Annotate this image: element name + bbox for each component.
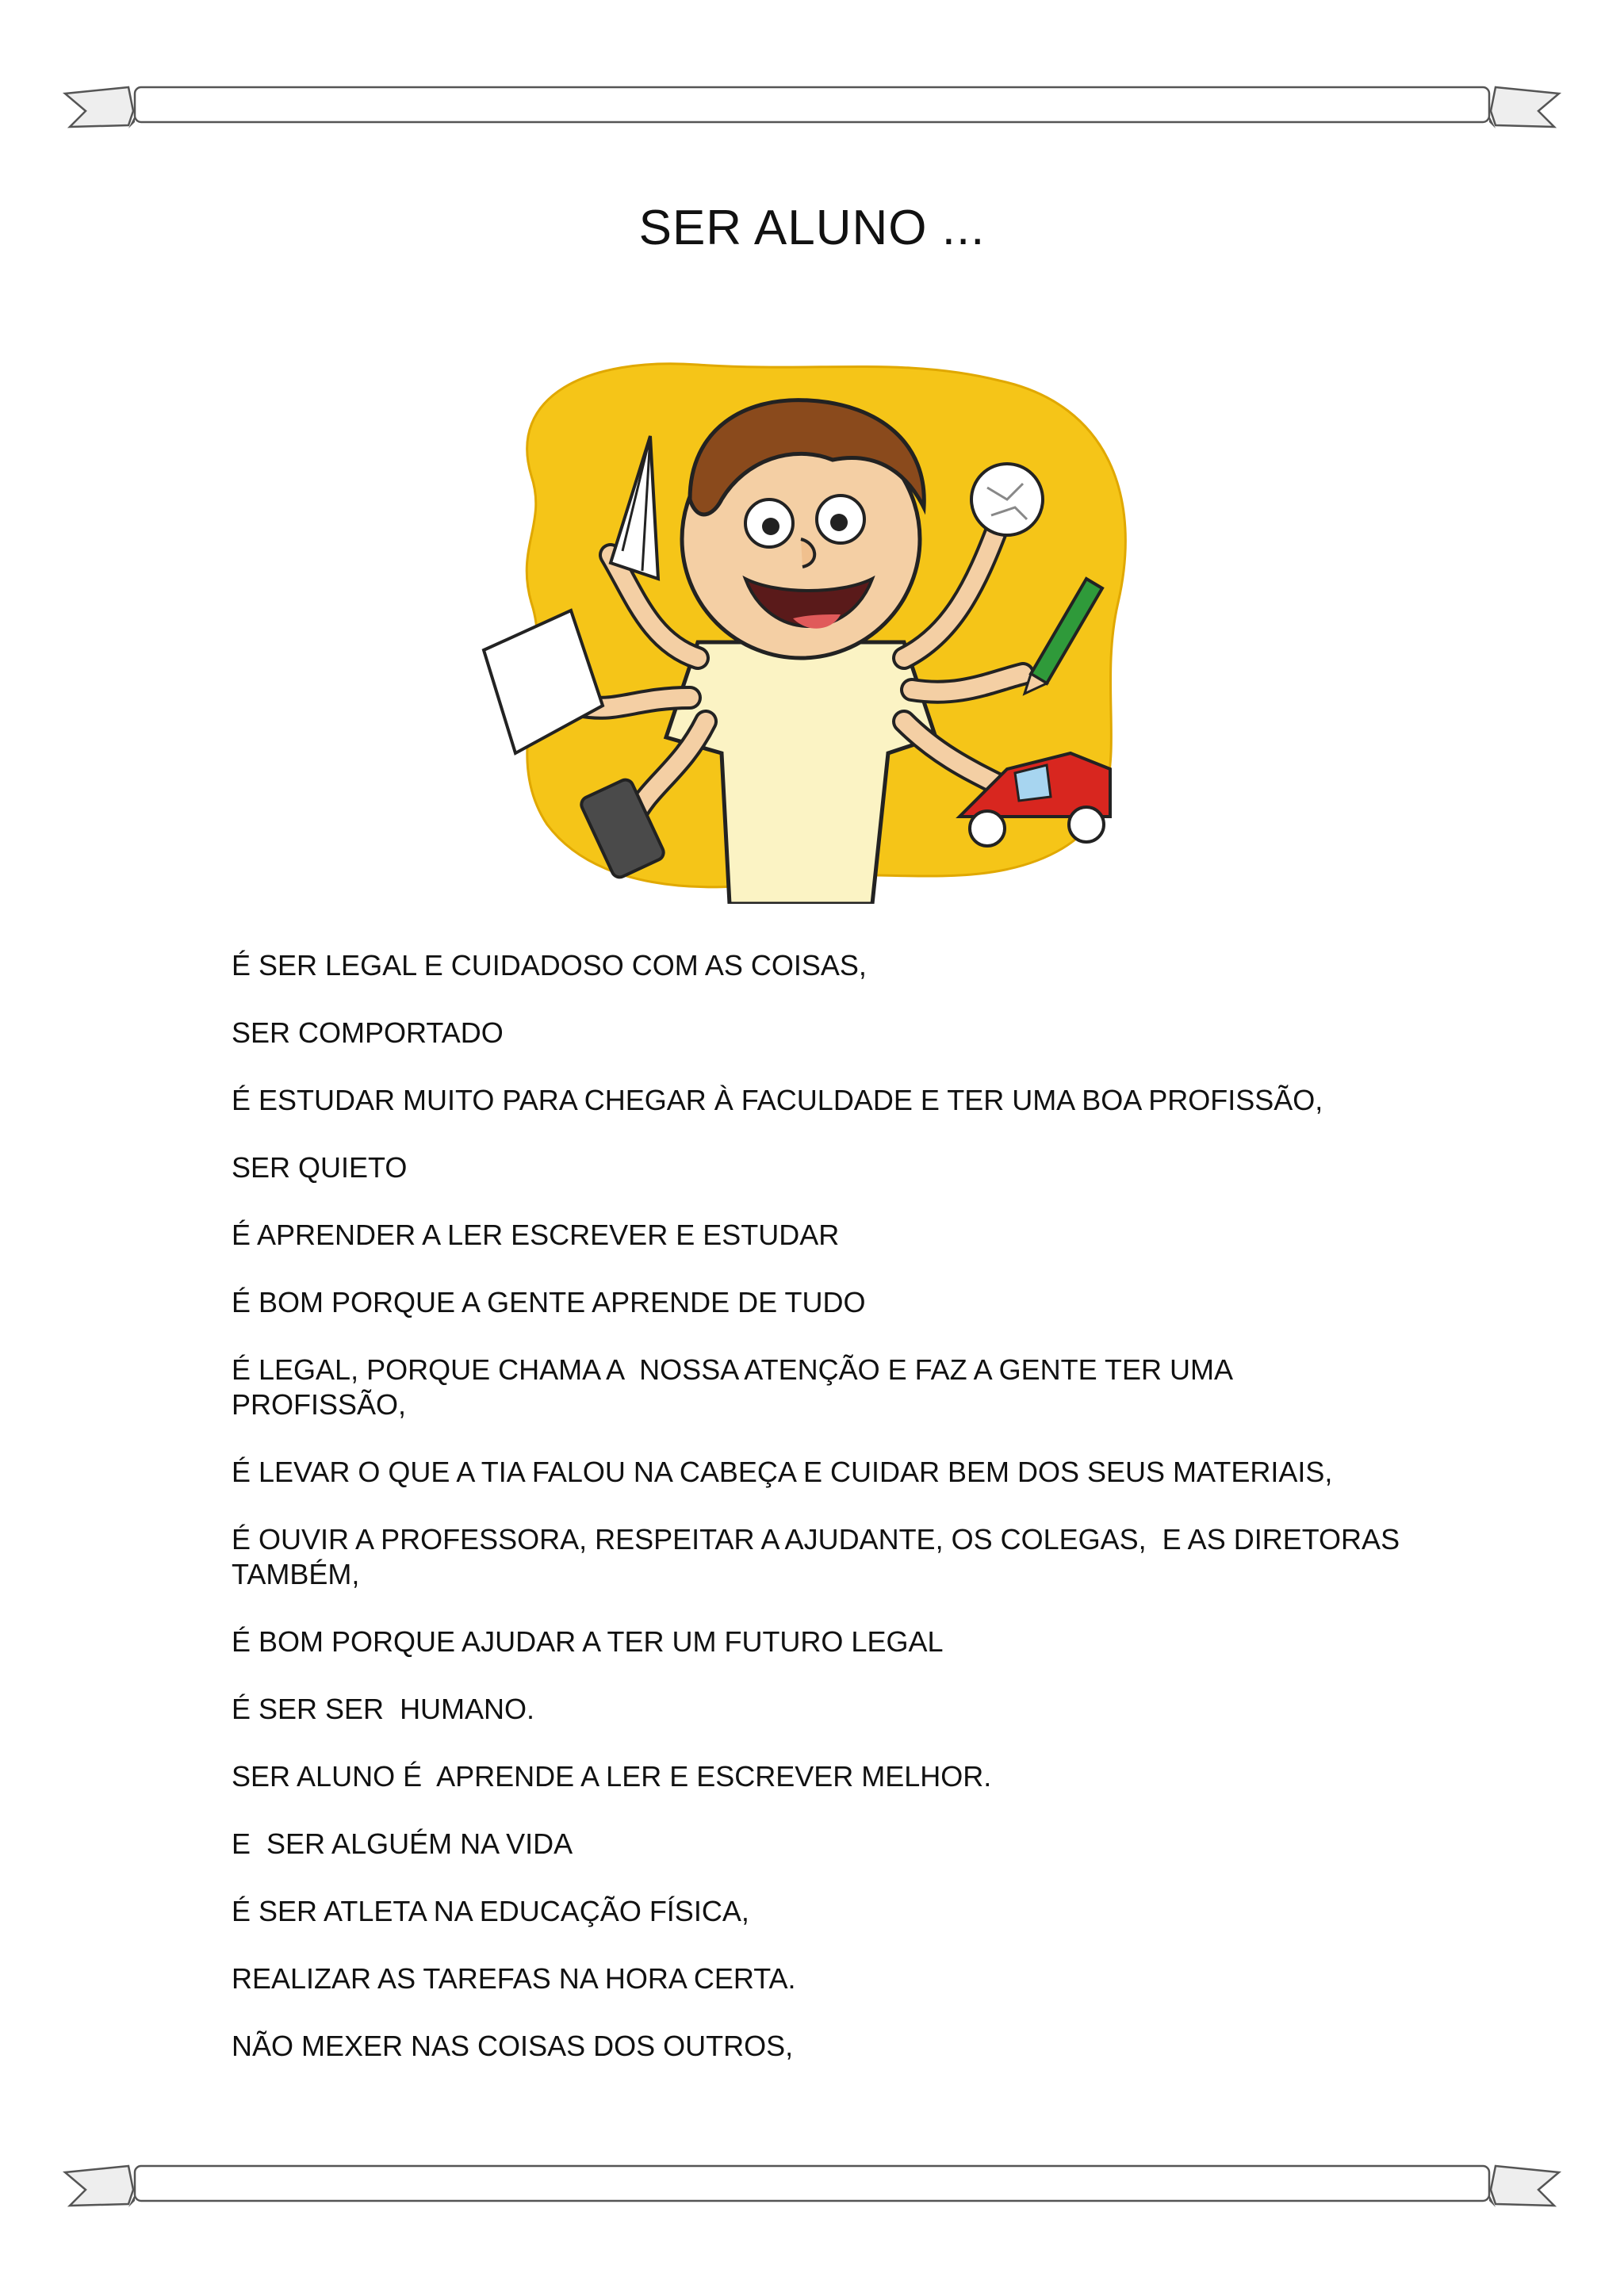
list-item: É SER ATLETA NA EDUCAÇÃO FÍSICA, (232, 1895, 749, 1927)
bottom-scroll-banner (62, 2158, 1562, 2214)
list-item: SER QUIETO (232, 1151, 408, 1184)
list-item: É BOM PORQUE A GENTE APRENDE DE TUDO (232, 1286, 866, 1318)
student-illustration (460, 341, 1158, 904)
list-item: É OUVIR A PROFESSORA, RESPEITAR A AJUDANTE, OS COLEGAS, E AS DIRETORAS TAMBÉM, (232, 1523, 1408, 1590)
list-item: É LEGAL, PORQUE CHAMA A NOSSA ATENÇÃO E FAZ A GENTE TER UMA PROFISSÃO, (232, 1353, 1240, 1421)
list-item: SER ALUNO É APRENDE A LER E ESCREVER MELHOR. (232, 1760, 992, 1793)
list-item: É ESTUDAR MUITO PARA CHEGAR À FACULDADE E TER UMA BOA PROFISSÃO, (232, 1084, 1323, 1116)
list-item: É SER SER HUMANO. (232, 1693, 535, 1725)
list-item: REALIZAR AS TAREFAS NA HORA CERTA. (232, 1962, 796, 1995)
list-item: SER COMPORTADO (232, 1016, 504, 1049)
list-item: NÃO MEXER NAS COISAS DOS OUTROS, (232, 2030, 794, 2062)
list-item: É BOM PORQUE AJUDAR A TER UM FUTURO LEGAL (232, 1625, 944, 1658)
list-item: É LEVAR O QUE A TIA FALOU NA CABEÇA E CUIDAR BEM DOS SEUS MATERIAIS, (232, 1456, 1333, 1488)
student-qualities-list (232, 948, 1408, 2096)
top-scroll-banner (62, 79, 1562, 135)
list-item: É APRENDER A LER ESCREVER E ESTUDAR (232, 1219, 840, 1251)
list-item: É SER LEGAL E CUIDADOSO COM AS COISAS, (232, 949, 867, 982)
page-title: SER ALUNO ... (638, 201, 986, 255)
list-item: E SER ALGUÉM NA VIDA (232, 1827, 573, 1860)
